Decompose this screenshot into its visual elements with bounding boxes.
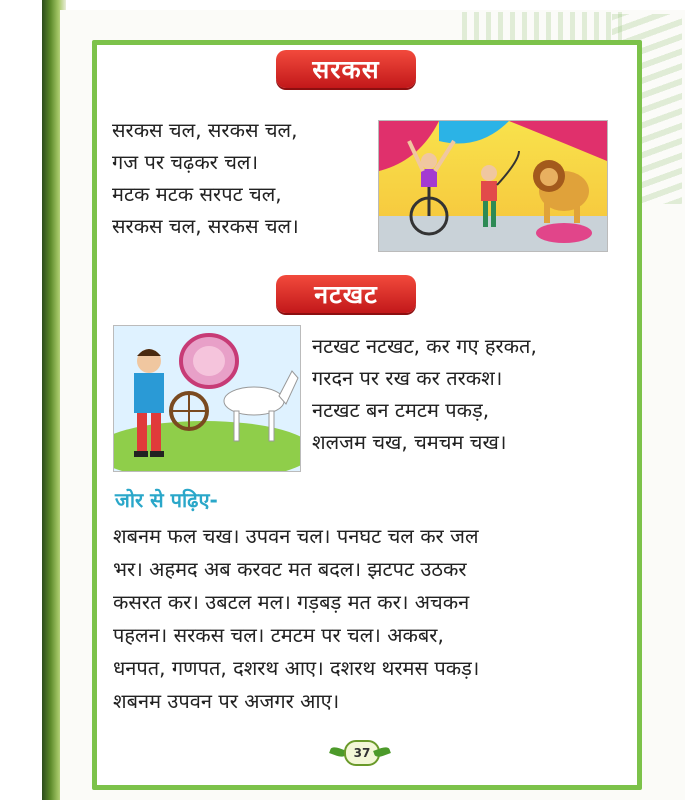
- poem-line: गज पर चढ़कर चल।: [112, 150, 259, 174]
- paragraph-line: धनपत, गणपत, दशरथ आए। दशरथ थरमस पकड़।: [113, 656, 480, 680]
- circus-illustration: [378, 120, 608, 252]
- poem-line: शलजम चख, चमचम चख।: [312, 430, 507, 454]
- section-title-natkhat: नटखट: [276, 275, 416, 313]
- reading-paragraph: [113, 520, 613, 718]
- decorative-pattern: [462, 12, 622, 40]
- poem-natkhat: [312, 330, 537, 458]
- page-number: 37: [344, 740, 380, 766]
- paragraph-line: भर। अहमद अब करवट मत बदल। झटपट उठकर: [113, 557, 467, 581]
- poem-line: सरकस चल, सरकस चल।: [112, 214, 299, 238]
- section-title-circus: सरकस: [276, 50, 416, 88]
- reading-heading: जोर से पढ़िए-: [115, 488, 218, 512]
- poem-line: गरदन पर रख कर तरकश।: [312, 366, 503, 390]
- paragraph-line: पहलन। सरकस चल। टमटम पर चल। अकबर,: [113, 623, 444, 647]
- paragraph-line: शबनम फल चख। उपवन चल। पनघट चल कर जल: [113, 524, 479, 548]
- poem-line: नटखट बन टमटम पकड़,: [312, 398, 490, 422]
- poem-line: नटखट नटखट, कर गए हरकत,: [312, 334, 537, 358]
- page-number-badge: [330, 738, 390, 768]
- paragraph-line: कसरत कर। उबटल मल। गड़बड़ मत कर। अचकन: [113, 590, 470, 614]
- poem-line: सरकस चल, सरकस चल,: [112, 118, 298, 142]
- paragraph-line: शबनम उपवन पर अजगर आए।: [113, 689, 340, 713]
- poem-circus: [112, 114, 299, 242]
- boy-horse-cart-illustration: [113, 325, 301, 472]
- poem-line: मटक मटक सरपट चल,: [112, 182, 282, 206]
